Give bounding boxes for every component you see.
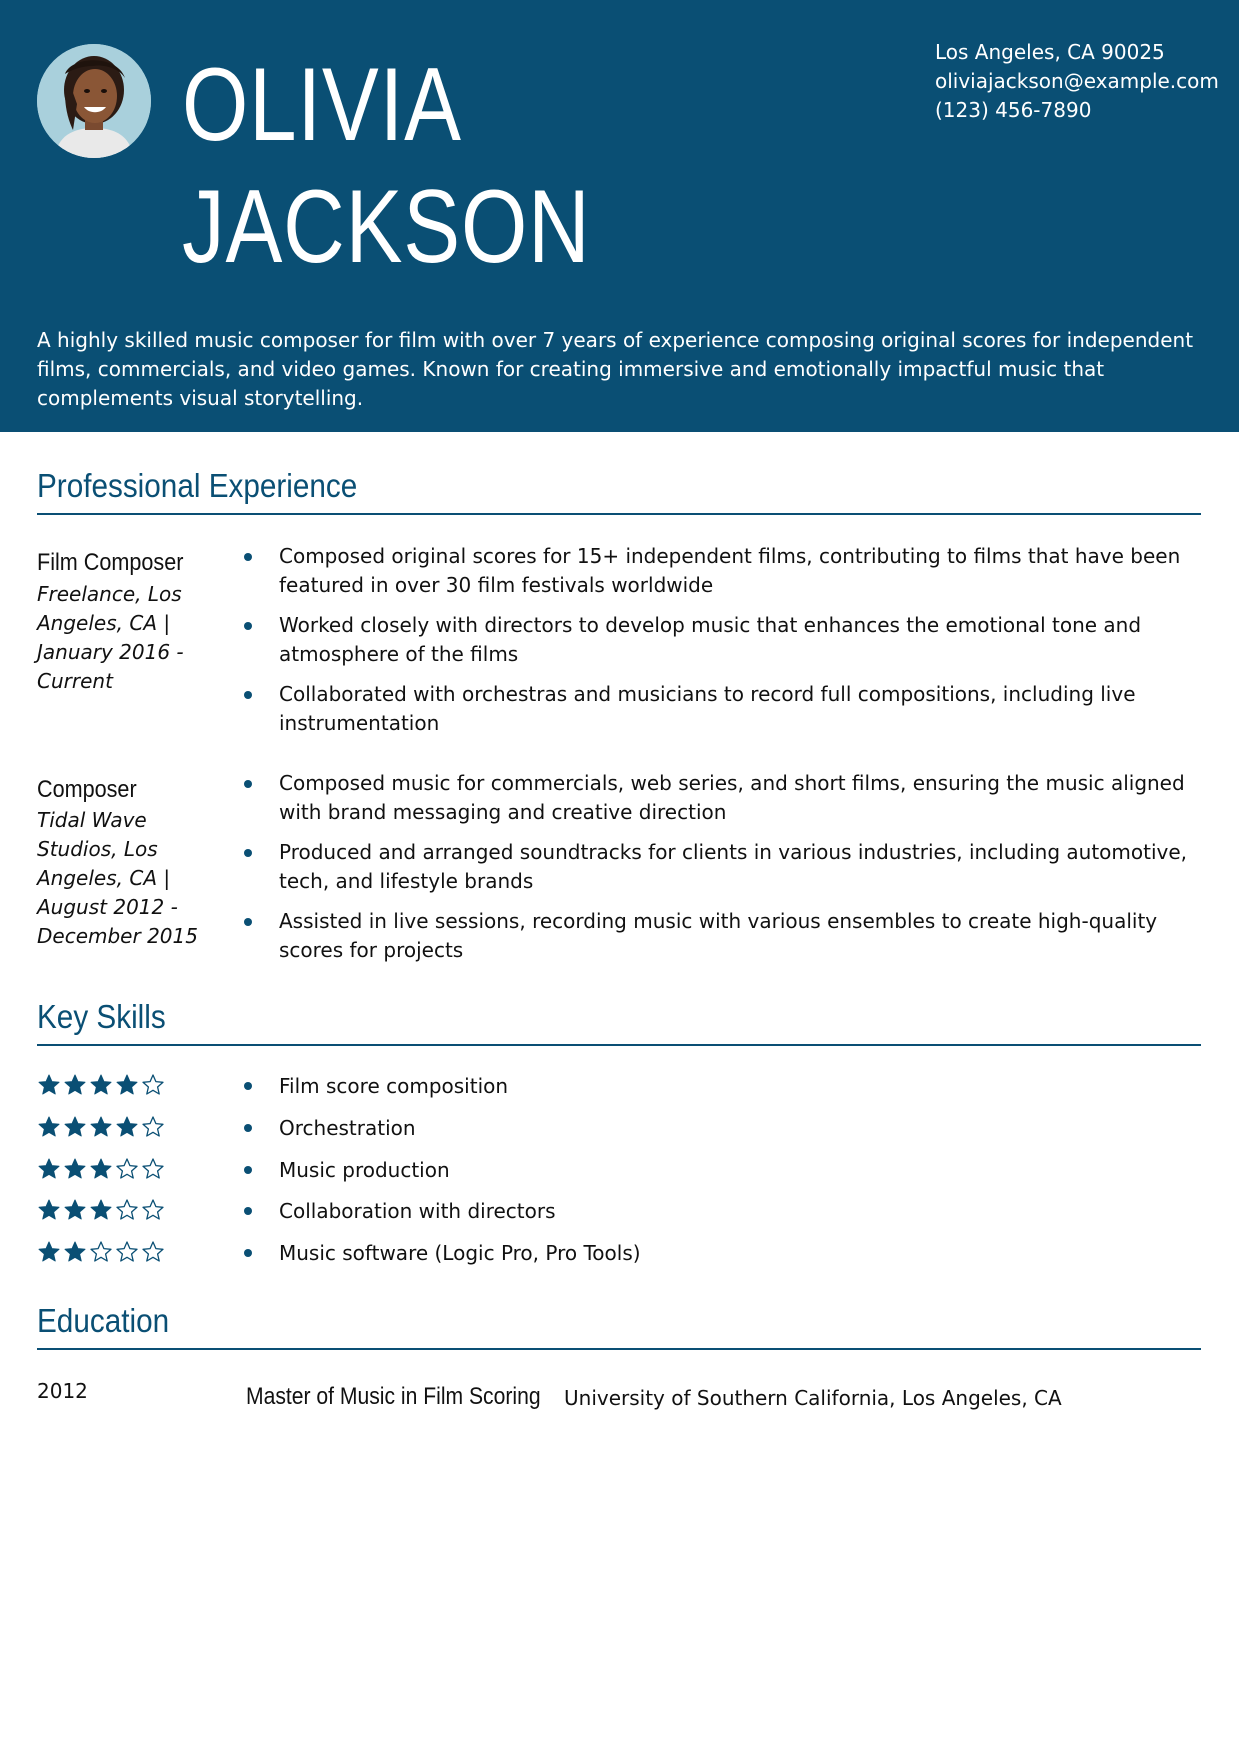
full-name bbox=[182, 44, 591, 288]
star-empty-icon bbox=[141, 1198, 165, 1222]
star-filled-icon bbox=[63, 1157, 87, 1181]
bullet-icon bbox=[244, 849, 252, 857]
bullet-icon bbox=[244, 1082, 252, 1090]
bullet-icon bbox=[244, 622, 252, 630]
contact-email[interactable]: oliviajackson@example.com bbox=[935, 69, 1219, 93]
section-divider bbox=[37, 1348, 1201, 1350]
bullet-text: Worked closely with directors to develop music that enhances the emotional tone and atmosphere of the films bbox=[279, 613, 1142, 666]
star-filled-icon bbox=[37, 1198, 61, 1222]
star-filled-icon bbox=[115, 1073, 139, 1097]
star-empty-icon bbox=[141, 1240, 165, 1264]
section-title-experience: Professional Experience bbox=[37, 467, 358, 504]
bullet-text: Composed original scores for 15+ independent films, contributing to films that have been featured in over 30 film festivals worldwide bbox=[279, 544, 1181, 597]
avatar bbox=[37, 44, 151, 158]
skill-text: Orchestration bbox=[279, 1116, 416, 1140]
star-filled-icon bbox=[63, 1198, 87, 1222]
star-filled-icon bbox=[89, 1115, 113, 1139]
job-meta: Freelance, Los Angeles, CA | January 2016 - Current bbox=[37, 582, 184, 693]
section-divider bbox=[37, 513, 1201, 515]
job-title: Film Composer bbox=[37, 549, 184, 576]
list-item bbox=[244, 542, 1204, 600]
first-name: OLIVIA bbox=[182, 47, 462, 163]
education-year: 2012 bbox=[37, 1379, 88, 1403]
bullet-text: Composed music for commercials, web series, and short films, ensuring the music aligned with brand messaging and creative direction bbox=[279, 771, 1185, 824]
skill-text: Music production bbox=[279, 1158, 450, 1182]
job-title: Composer bbox=[37, 776, 137, 803]
skill-rating bbox=[37, 1198, 165, 1222]
star-filled-icon bbox=[37, 1240, 61, 1264]
profile-photo bbox=[37, 44, 151, 158]
star-empty-icon bbox=[89, 1240, 113, 1264]
section-divider bbox=[37, 1044, 1201, 1046]
skill-rating bbox=[37, 1073, 165, 1097]
star-empty-icon bbox=[115, 1198, 139, 1222]
bullet-text: Produced and arranged soundtracks for clients in various industries, including automotive, tech, and lifestyle brands bbox=[279, 840, 1188, 893]
summary-text: A highly skilled music composer for film with over 7 years of experience composing original scores for independent films, commercials, and video games. Known for creating immersive and emotionally impactful music that complements visual storytelling. bbox=[37, 328, 1194, 410]
bullet-icon bbox=[244, 918, 252, 926]
skill-text: Collaboration with directors bbox=[279, 1199, 556, 1223]
skill-rating bbox=[37, 1115, 165, 1139]
job-bullets bbox=[244, 542, 1204, 749]
skill-label bbox=[244, 1073, 508, 1099]
star-filled-icon bbox=[63, 1115, 87, 1139]
star-empty-icon bbox=[115, 1157, 139, 1181]
star-filled-icon bbox=[37, 1073, 61, 1097]
star-filled-icon bbox=[89, 1198, 113, 1222]
bullet-icon bbox=[244, 691, 252, 699]
star-filled-icon bbox=[89, 1157, 113, 1181]
education-school: University of Southern California, Los Angeles, CA bbox=[564, 1386, 1062, 1410]
star-filled-icon bbox=[63, 1073, 87, 1097]
star-empty-icon bbox=[115, 1240, 139, 1264]
list-item bbox=[244, 838, 1204, 896]
star-empty-icon bbox=[141, 1073, 165, 1097]
education-degree: Master of Music in Film Scoring bbox=[246, 1383, 541, 1410]
job-meta: Tidal Wave Studios, Los Angeles, CA | August 2012 - December 2015 bbox=[37, 808, 198, 948]
star-filled-icon bbox=[115, 1115, 139, 1139]
skill-label bbox=[244, 1240, 641, 1266]
bullet-icon bbox=[244, 1249, 252, 1257]
skill-rating bbox=[37, 1157, 165, 1181]
star-filled-icon bbox=[89, 1073, 113, 1097]
section-title-education: Education bbox=[37, 1302, 170, 1339]
bullet-icon bbox=[244, 1124, 252, 1132]
header-banner bbox=[0, 0, 1239, 432]
star-filled-icon bbox=[37, 1115, 61, 1139]
section-title-skills: Key Skills bbox=[37, 998, 166, 1035]
skill-rating bbox=[37, 1240, 165, 1264]
list-item bbox=[244, 907, 1204, 965]
skill-label bbox=[244, 1115, 416, 1141]
bullet-text: Collaborated with orchestras and musicians to record full compositions, including live instrumentation bbox=[279, 682, 1136, 735]
bullet-icon bbox=[244, 553, 252, 561]
bullet-icon bbox=[244, 1166, 252, 1174]
star-filled-icon bbox=[63, 1240, 87, 1264]
contact-info bbox=[935, 38, 1219, 125]
skill-label bbox=[244, 1157, 450, 1183]
star-empty-icon bbox=[141, 1157, 165, 1181]
skill-text: Music software (Logic Pro, Pro Tools) bbox=[279, 1241, 641, 1265]
list-item bbox=[244, 769, 1204, 827]
bullet-text: Assisted in live sessions, recording music with various ensembles to create high-quality scores for projects bbox=[279, 909, 1158, 962]
contact-phone[interactable]: (123) 456-7890 bbox=[935, 98, 1092, 122]
skill-text: Film score composition bbox=[279, 1074, 509, 1098]
list-item bbox=[244, 680, 1204, 738]
star-filled-icon bbox=[37, 1157, 61, 1181]
bullet-icon bbox=[244, 1207, 252, 1215]
star-empty-icon bbox=[141, 1115, 165, 1139]
list-item bbox=[244, 611, 1204, 669]
bullet-icon bbox=[244, 780, 252, 788]
skill-label bbox=[244, 1198, 556, 1224]
contact-location: Los Angeles, CA 90025 bbox=[935, 40, 1165, 64]
job-bullets bbox=[244, 769, 1204, 976]
last-name: JACKSON bbox=[182, 169, 591, 285]
